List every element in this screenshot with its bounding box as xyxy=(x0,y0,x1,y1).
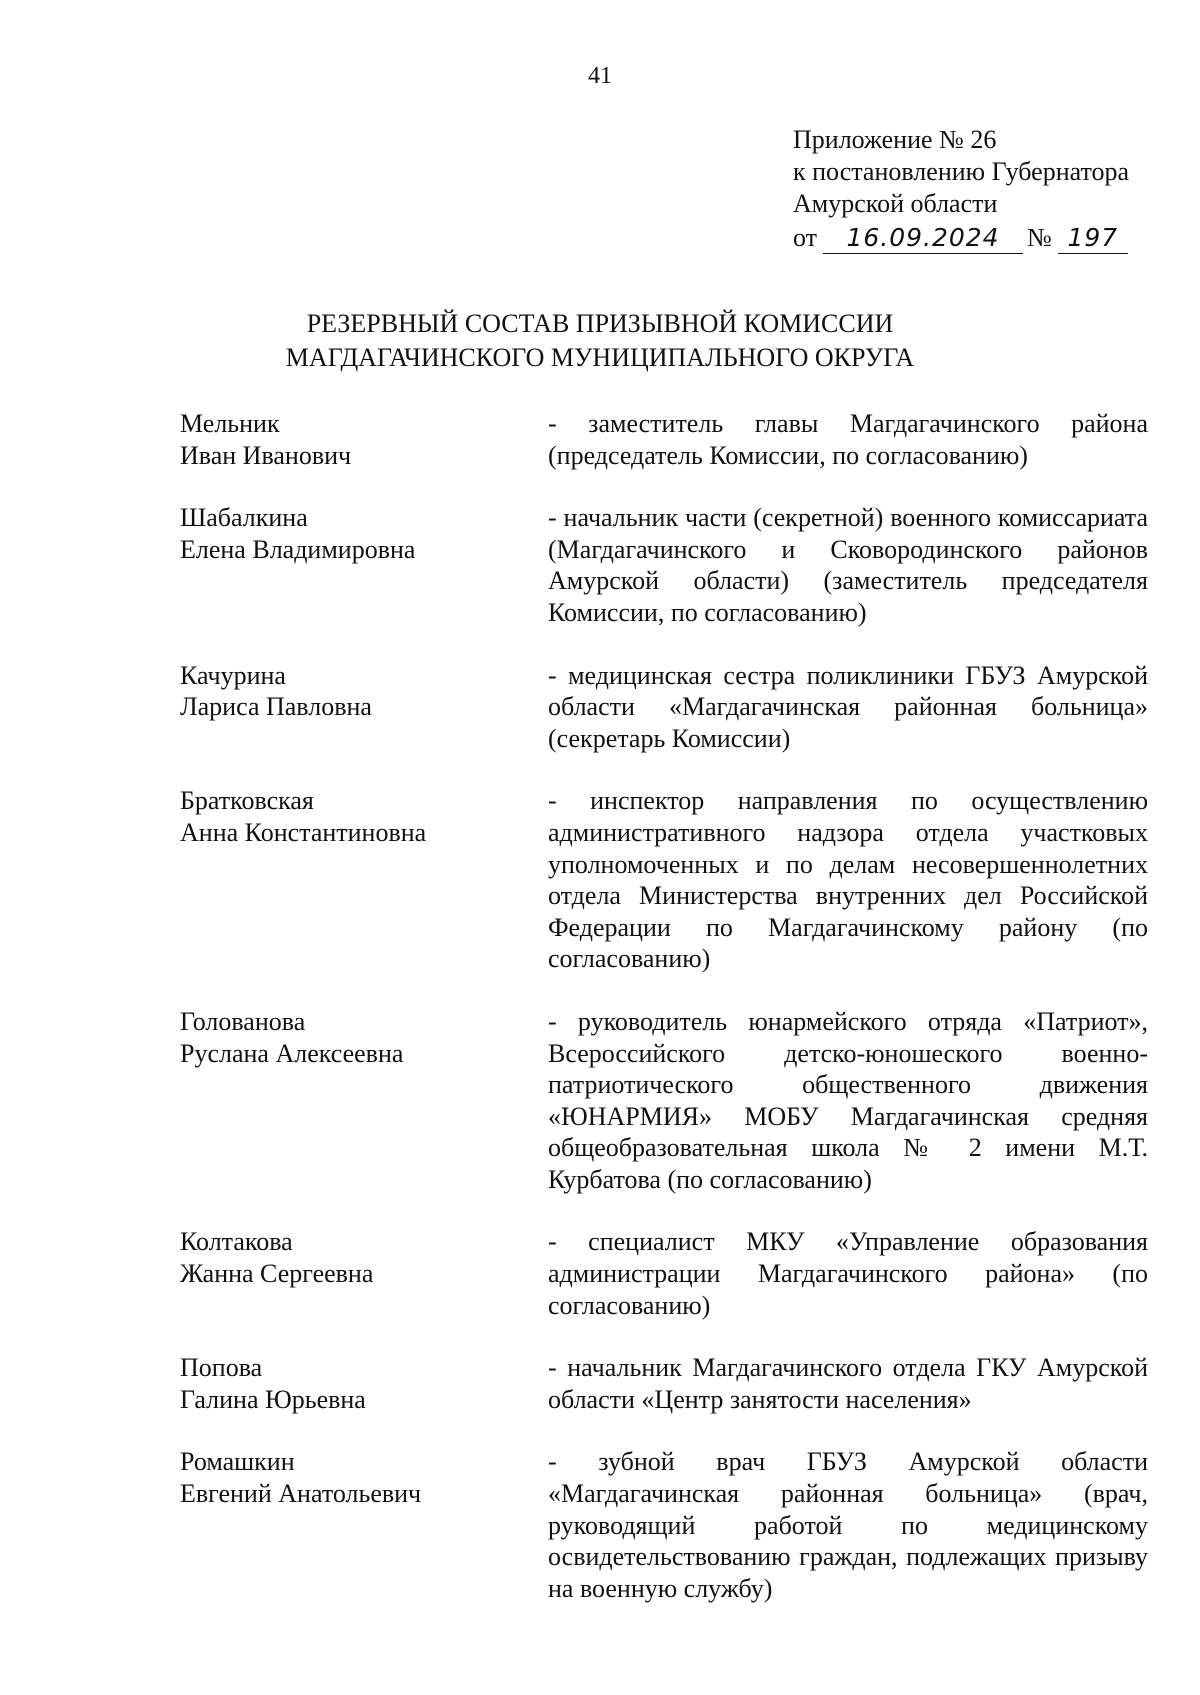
appendix-region: Амурской области xyxy=(793,189,998,218)
member-surname: Качурина xyxy=(180,660,286,690)
member-role: - руководитель юнармейского отряда «Патриот», Всероссийского детско-юношеского военно-патриотического общественного движения «ЮНАРМИЯ» МОБУ Магдагачинская средняя общеобразовательная школа № 2 имени М.Т. Курбатова (по согласованию) xyxy=(548,1006,1148,1194)
member-surname: Колтакова xyxy=(180,1227,293,1257)
title-line-2: МАГДАГАЧИНСКОГО МУНИЦИПАЛЬНОГО ОКРУГА xyxy=(285,343,915,372)
member-entry xyxy=(180,785,1148,975)
member-entry xyxy=(180,1226,1148,1321)
document-title xyxy=(0,307,1200,375)
member-entry xyxy=(180,502,1148,628)
member-entry xyxy=(180,408,1148,471)
date-prefix: от xyxy=(793,223,818,252)
member-given-names: Лариса Павловна xyxy=(180,692,372,722)
member-surname: Братковская xyxy=(180,786,314,816)
member-surname: Голованова xyxy=(180,1006,306,1036)
member-entry xyxy=(180,1352,1148,1415)
member-name xyxy=(180,1446,548,1604)
title-line-1: РЕЗЕРВНЫЙ СОСТАВ ПРИЗЫВНОЙ КОМИССИИ xyxy=(306,309,894,338)
member-given-names: Иван Иванович xyxy=(180,440,352,470)
handwritten-date: 16.09.2024 xyxy=(823,223,1023,254)
appendix-number: Приложение № 26 xyxy=(793,125,997,154)
member-surname: Попова xyxy=(180,1353,263,1383)
member-given-names: Галина Юрьевна xyxy=(180,1384,366,1414)
member-role: - инспектор направления по осуществлению административного надзора отдела участковых уполномоченных и по делам несовершеннолетних отдела Министерства внутренних дел Российской Федерации по Магдагачинскому району (по согласованию) xyxy=(548,786,1148,974)
member-name xyxy=(180,785,548,975)
member-role: - специалист МКУ «Управление образования администрации Магдагачинского района» (по согласованию) xyxy=(548,1227,1148,1320)
member-given-names: Евгений Анатольевич xyxy=(180,1479,422,1509)
member-given-names: Анна Константиновна xyxy=(180,817,427,847)
number-prefix: № xyxy=(1027,223,1052,252)
member-given-names: Елена Владимировна xyxy=(180,534,416,564)
member-role: - медицинская сестра поликлиники ГБУЗ Амурской области «Магдагачинская районная больница» (секретарь Комиссии) xyxy=(548,660,1148,753)
member-name xyxy=(180,408,548,471)
member-entry xyxy=(180,660,1148,755)
handwritten-number: 197 xyxy=(1058,223,1128,254)
member-given-names: Руслана Алексеевна xyxy=(180,1038,404,1068)
member-entry xyxy=(180,1446,1148,1604)
member-role: - начальник Магдагачинского отдела ГКУ Амурской области «Центр занятости населения» xyxy=(548,1353,1148,1414)
page-number: 41 xyxy=(588,63,612,89)
member-given-names: Жанна Сергеевна xyxy=(180,1259,374,1289)
member-role: - зубной врач ГБУЗ Амурской области «Магдагачинская районная больница» (врач, руководящий работой по медицинскому освидетельствованию граждан, подлежащих призыву на военную службу) xyxy=(548,1447,1148,1603)
member-surname: Ромашкин xyxy=(180,1447,295,1477)
appendix-date-row xyxy=(793,222,1173,254)
member-entry xyxy=(180,1006,1148,1196)
member-name xyxy=(180,1006,548,1196)
member-surname: Мельник xyxy=(180,409,280,438)
member-surname: Шабалкина xyxy=(180,503,308,533)
member-role: - начальник части (секретной) военного комиссариата (Магдагачинского и Сковородинского районов Амурской области) (заместитель председателя Комиссии, по согласованию) xyxy=(548,503,1148,627)
appendix-block xyxy=(793,124,1173,254)
appendix-reference: к постановлению Губернатора xyxy=(793,157,1130,186)
member-name xyxy=(180,1352,548,1415)
members-list xyxy=(180,408,1148,1604)
member-role: - заместитель главы Магдагачинского района (председатель Комиссии, по согласованию) xyxy=(548,409,1148,470)
member-name xyxy=(180,502,548,628)
member-name xyxy=(180,1226,548,1321)
member-name xyxy=(180,660,548,755)
